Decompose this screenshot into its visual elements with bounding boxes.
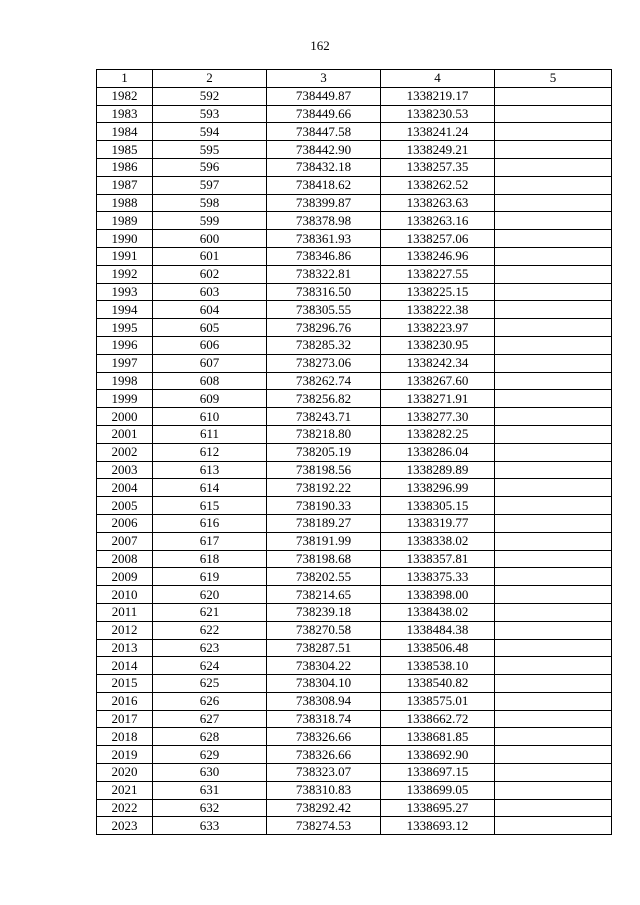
table-cell: 738326.66 (267, 728, 381, 746)
table-cell (495, 479, 612, 497)
table-cell: 1338699.05 (381, 781, 495, 799)
table-cell (495, 319, 612, 337)
table-row (97, 764, 612, 782)
table-row (97, 212, 612, 230)
table-cell (495, 336, 612, 354)
table-row (97, 354, 612, 372)
table-cell: 622 (153, 621, 267, 639)
table-cell: 2023 (97, 817, 153, 835)
table-cell: 738399.87 (267, 194, 381, 212)
table-row (97, 319, 612, 337)
table-cell: 600 (153, 230, 267, 248)
table-cell (495, 372, 612, 390)
table-cell: 1990 (97, 230, 153, 248)
table-cell: 2021 (97, 781, 153, 799)
table-cell: 738447.58 (267, 123, 381, 141)
table-cell: 2006 (97, 514, 153, 532)
table-cell: 599 (153, 212, 267, 230)
coordinates-table (96, 69, 612, 835)
table-cell: 2000 (97, 408, 153, 426)
table-cell: 593 (153, 105, 267, 123)
table-cell: 616 (153, 514, 267, 532)
table-cell: 1996 (97, 336, 153, 354)
table-cell: 1338692.90 (381, 746, 495, 764)
table-cell: 738202.55 (267, 568, 381, 586)
table-cell: 619 (153, 568, 267, 586)
table-cell: 738218.80 (267, 425, 381, 443)
table-row (97, 514, 612, 532)
table-cell: 625 (153, 675, 267, 693)
table-cell: 631 (153, 781, 267, 799)
table-cell: 738192.22 (267, 479, 381, 497)
table-row (97, 247, 612, 265)
table-cell: 2001 (97, 425, 153, 443)
table-cell: 1998 (97, 372, 153, 390)
table-row (97, 586, 612, 604)
table-cell: 1338230.95 (381, 336, 495, 354)
table-cell: 738418.62 (267, 176, 381, 194)
table-cell: 738316.50 (267, 283, 381, 301)
table-cell: 738274.53 (267, 817, 381, 835)
table-cell: 1338506.48 (381, 639, 495, 657)
table-cell: 2003 (97, 461, 153, 479)
table-cell: 738310.83 (267, 781, 381, 799)
table-cell: 601 (153, 247, 267, 265)
table-cell: 738239.18 (267, 603, 381, 621)
table-cell: 1338286.04 (381, 443, 495, 461)
table-cell: 1988 (97, 194, 153, 212)
table-cell: 2013 (97, 639, 153, 657)
table-cell: 738270.58 (267, 621, 381, 639)
table-cell: 738190.33 (267, 497, 381, 515)
table-cell: 595 (153, 141, 267, 159)
table-cell: 620 (153, 586, 267, 604)
table-cell: 610 (153, 408, 267, 426)
table-cell: 606 (153, 336, 267, 354)
table-cell: 1338249.21 (381, 141, 495, 159)
table-cell (495, 621, 612, 639)
table-cell: 621 (153, 603, 267, 621)
table-cell: 598 (153, 194, 267, 212)
table-row (97, 675, 612, 693)
table-cell: 1338305.15 (381, 497, 495, 515)
table-row (97, 230, 612, 248)
table-cell: 738243.71 (267, 408, 381, 426)
table-cell: 597 (153, 176, 267, 194)
table-cell: 2010 (97, 586, 153, 604)
table-cell: 738326.66 (267, 746, 381, 764)
table-row (97, 105, 612, 123)
table-cell: 2008 (97, 550, 153, 568)
table-cell: 594 (153, 123, 267, 141)
table-cell: 738442.90 (267, 141, 381, 159)
table-row (97, 497, 612, 515)
table-cell: 2020 (97, 764, 153, 782)
table-cell: 1999 (97, 390, 153, 408)
table-cell: 2009 (97, 568, 153, 586)
table-cell: 1338277.30 (381, 408, 495, 426)
table-row (97, 817, 612, 835)
table-cell (495, 425, 612, 443)
table-cell: 738198.68 (267, 550, 381, 568)
table-cell: 1338338.02 (381, 532, 495, 550)
table-cell: 613 (153, 461, 267, 479)
table-cell: 1338257.06 (381, 230, 495, 248)
table-header-row (97, 70, 612, 88)
table-cell (495, 514, 612, 532)
table-cell (495, 283, 612, 301)
table-cell: 738205.19 (267, 443, 381, 461)
table-cell: 604 (153, 301, 267, 319)
table-cell (495, 354, 612, 372)
table-cell: 1338697.15 (381, 764, 495, 782)
table-cell (495, 532, 612, 550)
table-cell: 1338398.00 (381, 586, 495, 604)
table-row (97, 461, 612, 479)
table-cell: 633 (153, 817, 267, 835)
table-cell: 618 (153, 550, 267, 568)
table-cell: 738322.81 (267, 265, 381, 283)
table-cell (495, 176, 612, 194)
table-cell (495, 390, 612, 408)
table-cell: 1983 (97, 105, 153, 123)
table-cell (495, 710, 612, 728)
table-cell: 626 (153, 692, 267, 710)
table-row (97, 372, 612, 390)
table-cell: 609 (153, 390, 267, 408)
table-cell: 1338438.02 (381, 603, 495, 621)
table-cell: 2019 (97, 746, 153, 764)
table-cell: 612 (153, 443, 267, 461)
table-cell (495, 230, 612, 248)
table-cell: 1338282.25 (381, 425, 495, 443)
table-cell (495, 799, 612, 817)
table-cell: 2011 (97, 603, 153, 621)
table-row (97, 141, 612, 159)
table-cell: 1338695.27 (381, 799, 495, 817)
table-cell: 615 (153, 497, 267, 515)
table-row (97, 657, 612, 675)
table-cell: 738256.82 (267, 390, 381, 408)
table-cell: 1338222.38 (381, 301, 495, 319)
table-cell: 630 (153, 764, 267, 782)
table-cell: 628 (153, 728, 267, 746)
table-cell (495, 247, 612, 265)
table-cell: 738346.86 (267, 247, 381, 265)
table-cell: 1338246.96 (381, 247, 495, 265)
table-row (97, 123, 612, 141)
table-cell: 738361.93 (267, 230, 381, 248)
table-cell: 2005 (97, 497, 153, 515)
table-row (97, 532, 612, 550)
table-cell: 738191.99 (267, 532, 381, 550)
table-cell: 1338262.52 (381, 176, 495, 194)
table-cell: 2015 (97, 675, 153, 693)
table-cell: 2016 (97, 692, 153, 710)
table-row (97, 550, 612, 568)
table-cell: 1338263.63 (381, 194, 495, 212)
table-cell: 2012 (97, 621, 153, 639)
table-row (97, 87, 612, 105)
table-row (97, 728, 612, 746)
table-cell: 624 (153, 657, 267, 675)
table-cell: 1984 (97, 123, 153, 141)
table-row (97, 408, 612, 426)
table-cell: 1338223.97 (381, 319, 495, 337)
table-cell: 1986 (97, 158, 153, 176)
table-cell: 1338242.34 (381, 354, 495, 372)
table-cell (495, 550, 612, 568)
table-cell: 738318.74 (267, 710, 381, 728)
table-cell: 1338357.81 (381, 550, 495, 568)
table-cell: 738198.56 (267, 461, 381, 479)
table-cell: 1995 (97, 319, 153, 337)
table-cell: 1338257.35 (381, 158, 495, 176)
table-cell: 738273.06 (267, 354, 381, 372)
table-cell: 611 (153, 425, 267, 443)
table-cell: 738296.76 (267, 319, 381, 337)
column-header: 5 (495, 70, 612, 88)
table-cell: 592 (153, 87, 267, 105)
table-cell: 738449.66 (267, 105, 381, 123)
table-cell: 738305.55 (267, 301, 381, 319)
table-cell: 1338241.24 (381, 123, 495, 141)
table-row (97, 746, 612, 764)
table-cell: 623 (153, 639, 267, 657)
table-cell: 632 (153, 799, 267, 817)
table-cell (495, 265, 612, 283)
table-cell: 627 (153, 710, 267, 728)
table-cell: 738304.10 (267, 675, 381, 693)
table-cell: 617 (153, 532, 267, 550)
table-cell: 629 (153, 746, 267, 764)
table-row (97, 425, 612, 443)
table-row (97, 799, 612, 817)
table-cell: 1991 (97, 247, 153, 265)
table-row (97, 390, 612, 408)
page-number: 162 (310, 38, 330, 53)
table-cell (495, 639, 612, 657)
table-cell (495, 603, 612, 621)
table-cell: 1338219.17 (381, 87, 495, 105)
table-cell (495, 301, 612, 319)
table-row (97, 176, 612, 194)
table-cell: 1338681.85 (381, 728, 495, 746)
table-cell: 738323.07 (267, 764, 381, 782)
table-cell: 1987 (97, 176, 153, 194)
table-cell: 1338319.77 (381, 514, 495, 532)
table-row (97, 158, 612, 176)
table-cell: 1338538.10 (381, 657, 495, 675)
table-cell: 2014 (97, 657, 153, 675)
table-row (97, 781, 612, 799)
table-cell: 1338484.38 (381, 621, 495, 639)
table-row (97, 336, 612, 354)
table-cell (495, 568, 612, 586)
table-cell: 1993 (97, 283, 153, 301)
table-cell: 1997 (97, 354, 153, 372)
table-cell: 1992 (97, 265, 153, 283)
table-cell (495, 657, 612, 675)
table-cell (495, 817, 612, 835)
table-cell: 738262.74 (267, 372, 381, 390)
table-row (97, 639, 612, 657)
table-cell: 605 (153, 319, 267, 337)
table-cell (495, 497, 612, 515)
table-row (97, 283, 612, 301)
table-cell (495, 764, 612, 782)
table-cell (495, 408, 612, 426)
table-cell (495, 675, 612, 693)
column-header: 3 (267, 70, 381, 88)
table-cell: 1985 (97, 141, 153, 159)
table-cell: 1338289.89 (381, 461, 495, 479)
table-cell (495, 87, 612, 105)
column-header: 2 (153, 70, 267, 88)
table-cell: 1338230.53 (381, 105, 495, 123)
table-cell: 1989 (97, 212, 153, 230)
table-cell: 2007 (97, 532, 153, 550)
table-cell: 1338296.99 (381, 479, 495, 497)
table-row (97, 603, 612, 621)
column-header: 1 (97, 70, 153, 88)
table-row (97, 479, 612, 497)
table-cell: 738304.22 (267, 657, 381, 675)
table-cell: 738285.32 (267, 336, 381, 354)
table-cell: 738432.18 (267, 158, 381, 176)
table-cell (495, 692, 612, 710)
table-row (97, 692, 612, 710)
table-cell: 1338540.82 (381, 675, 495, 693)
table-row (97, 568, 612, 586)
table-cell: 738378.98 (267, 212, 381, 230)
table-body (97, 87, 612, 834)
table-cell (495, 105, 612, 123)
table-cell: 1994 (97, 301, 153, 319)
table-cell: 738308.94 (267, 692, 381, 710)
table-cell: 2017 (97, 710, 153, 728)
table-cell: 1982 (97, 87, 153, 105)
table-cell: 2022 (97, 799, 153, 817)
table-cell: 1338225.15 (381, 283, 495, 301)
table-cell (495, 123, 612, 141)
column-header: 4 (381, 70, 495, 88)
table-cell: 738287.51 (267, 639, 381, 657)
table-cell: 1338227.55 (381, 265, 495, 283)
table-cell: 738449.87 (267, 87, 381, 105)
table-cell: 1338271.91 (381, 390, 495, 408)
table-cell: 1338693.12 (381, 817, 495, 835)
table-row (97, 621, 612, 639)
table-cell (495, 781, 612, 799)
table-cell: 738189.27 (267, 514, 381, 532)
table-cell: 608 (153, 372, 267, 390)
table-cell: 603 (153, 283, 267, 301)
table-cell (495, 141, 612, 159)
table-cell: 1338263.16 (381, 212, 495, 230)
table-cell: 607 (153, 354, 267, 372)
table-cell: 614 (153, 479, 267, 497)
table-cell: 1338267.60 (381, 372, 495, 390)
table-cell: 738292.42 (267, 799, 381, 817)
table-cell: 1338575.01 (381, 692, 495, 710)
table-cell: 2002 (97, 443, 153, 461)
table-row (97, 710, 612, 728)
table-row (97, 443, 612, 461)
table-cell: 1338662.72 (381, 710, 495, 728)
table-cell: 1338375.33 (381, 568, 495, 586)
table-cell: 596 (153, 158, 267, 176)
table-cell (495, 728, 612, 746)
table-cell: 602 (153, 265, 267, 283)
table-row (97, 301, 612, 319)
table-cell (495, 586, 612, 604)
table-row (97, 194, 612, 212)
table-cell (495, 746, 612, 764)
table-cell (495, 158, 612, 176)
table-row (97, 265, 612, 283)
table-cell: 2018 (97, 728, 153, 746)
table-cell: 738214.65 (267, 586, 381, 604)
table-cell (495, 194, 612, 212)
table-cell: 2004 (97, 479, 153, 497)
table-cell (495, 443, 612, 461)
table-cell (495, 461, 612, 479)
table-cell (495, 212, 612, 230)
